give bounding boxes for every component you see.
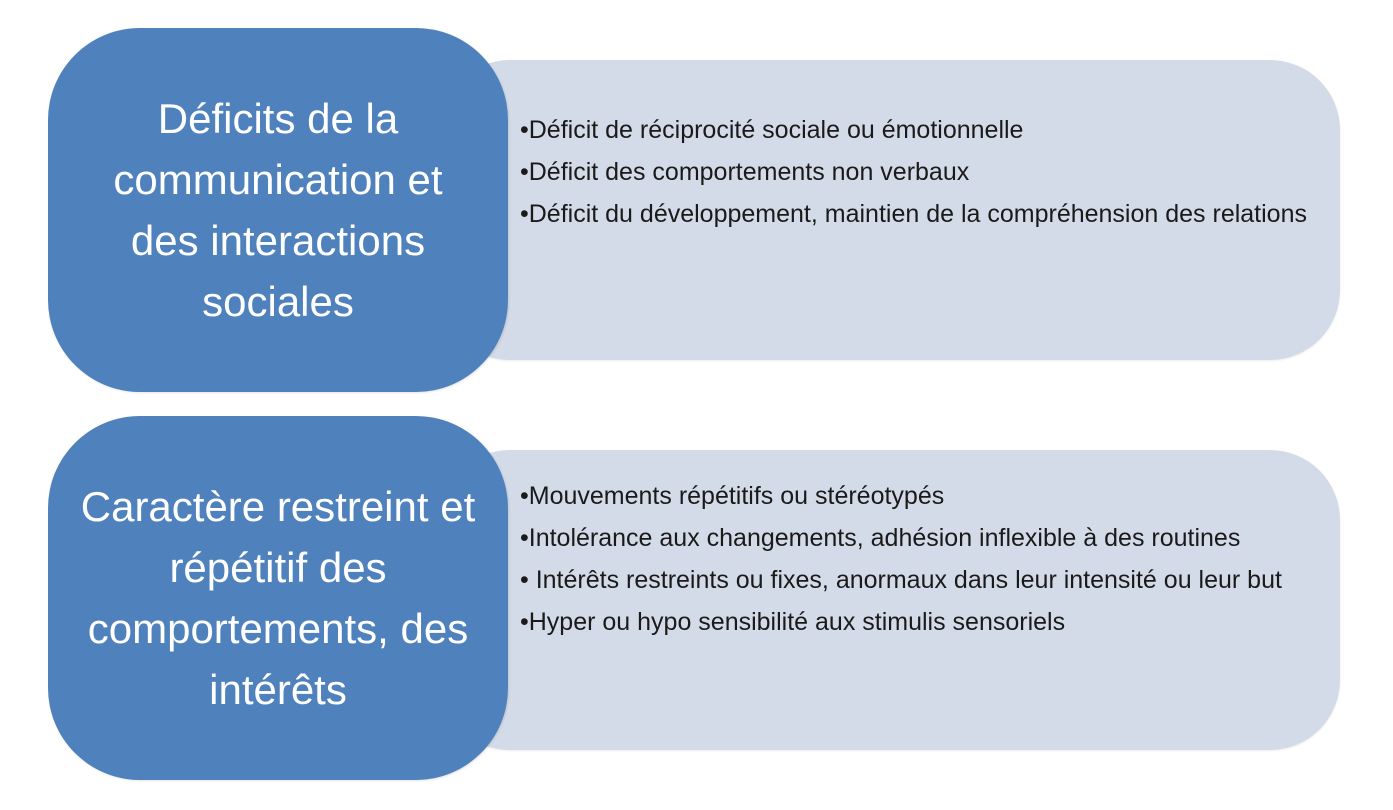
bullet-item: • Intérêts restreints ou fixes, anormaux dans leur intensité ou leur but [520, 566, 1282, 594]
diagram-row-communication [0, 28, 1393, 392]
title-text-communication: Déficits de la communication et des interactions sociales [113, 95, 443, 325]
bullet-item: •Intolérance aux changements, adhésion inflexible à des routines [520, 524, 1241, 552]
bullet-item: •Déficit de réciprocité sociale ou émotionnelle [520, 116, 1024, 144]
bullet-item: •Hyper ou hypo sensibilité aux stimulis sensoriels [520, 608, 1066, 636]
bullet-item: •Déficit des comportements non verbaux [520, 158, 970, 186]
bullet-list-behaviours [520, 478, 1320, 646]
bullet-item: •Déficit du développement, maintien de la compréhension des relations [520, 200, 1307, 228]
title-box-communication [48, 28, 508, 392]
detail-box-communication [440, 60, 1340, 360]
title-text-behaviours: Caractère restreint et répétitif des comportements, des intérêts [80, 483, 476, 713]
title-box-behaviours [48, 416, 508, 780]
bullet-item: •Mouvements répétitifs ou stéréotypés [520, 482, 945, 510]
diagram-row-behaviours [0, 416, 1393, 780]
bullet-list-communication [520, 112, 1320, 238]
detail-box-behaviours [440, 450, 1340, 750]
